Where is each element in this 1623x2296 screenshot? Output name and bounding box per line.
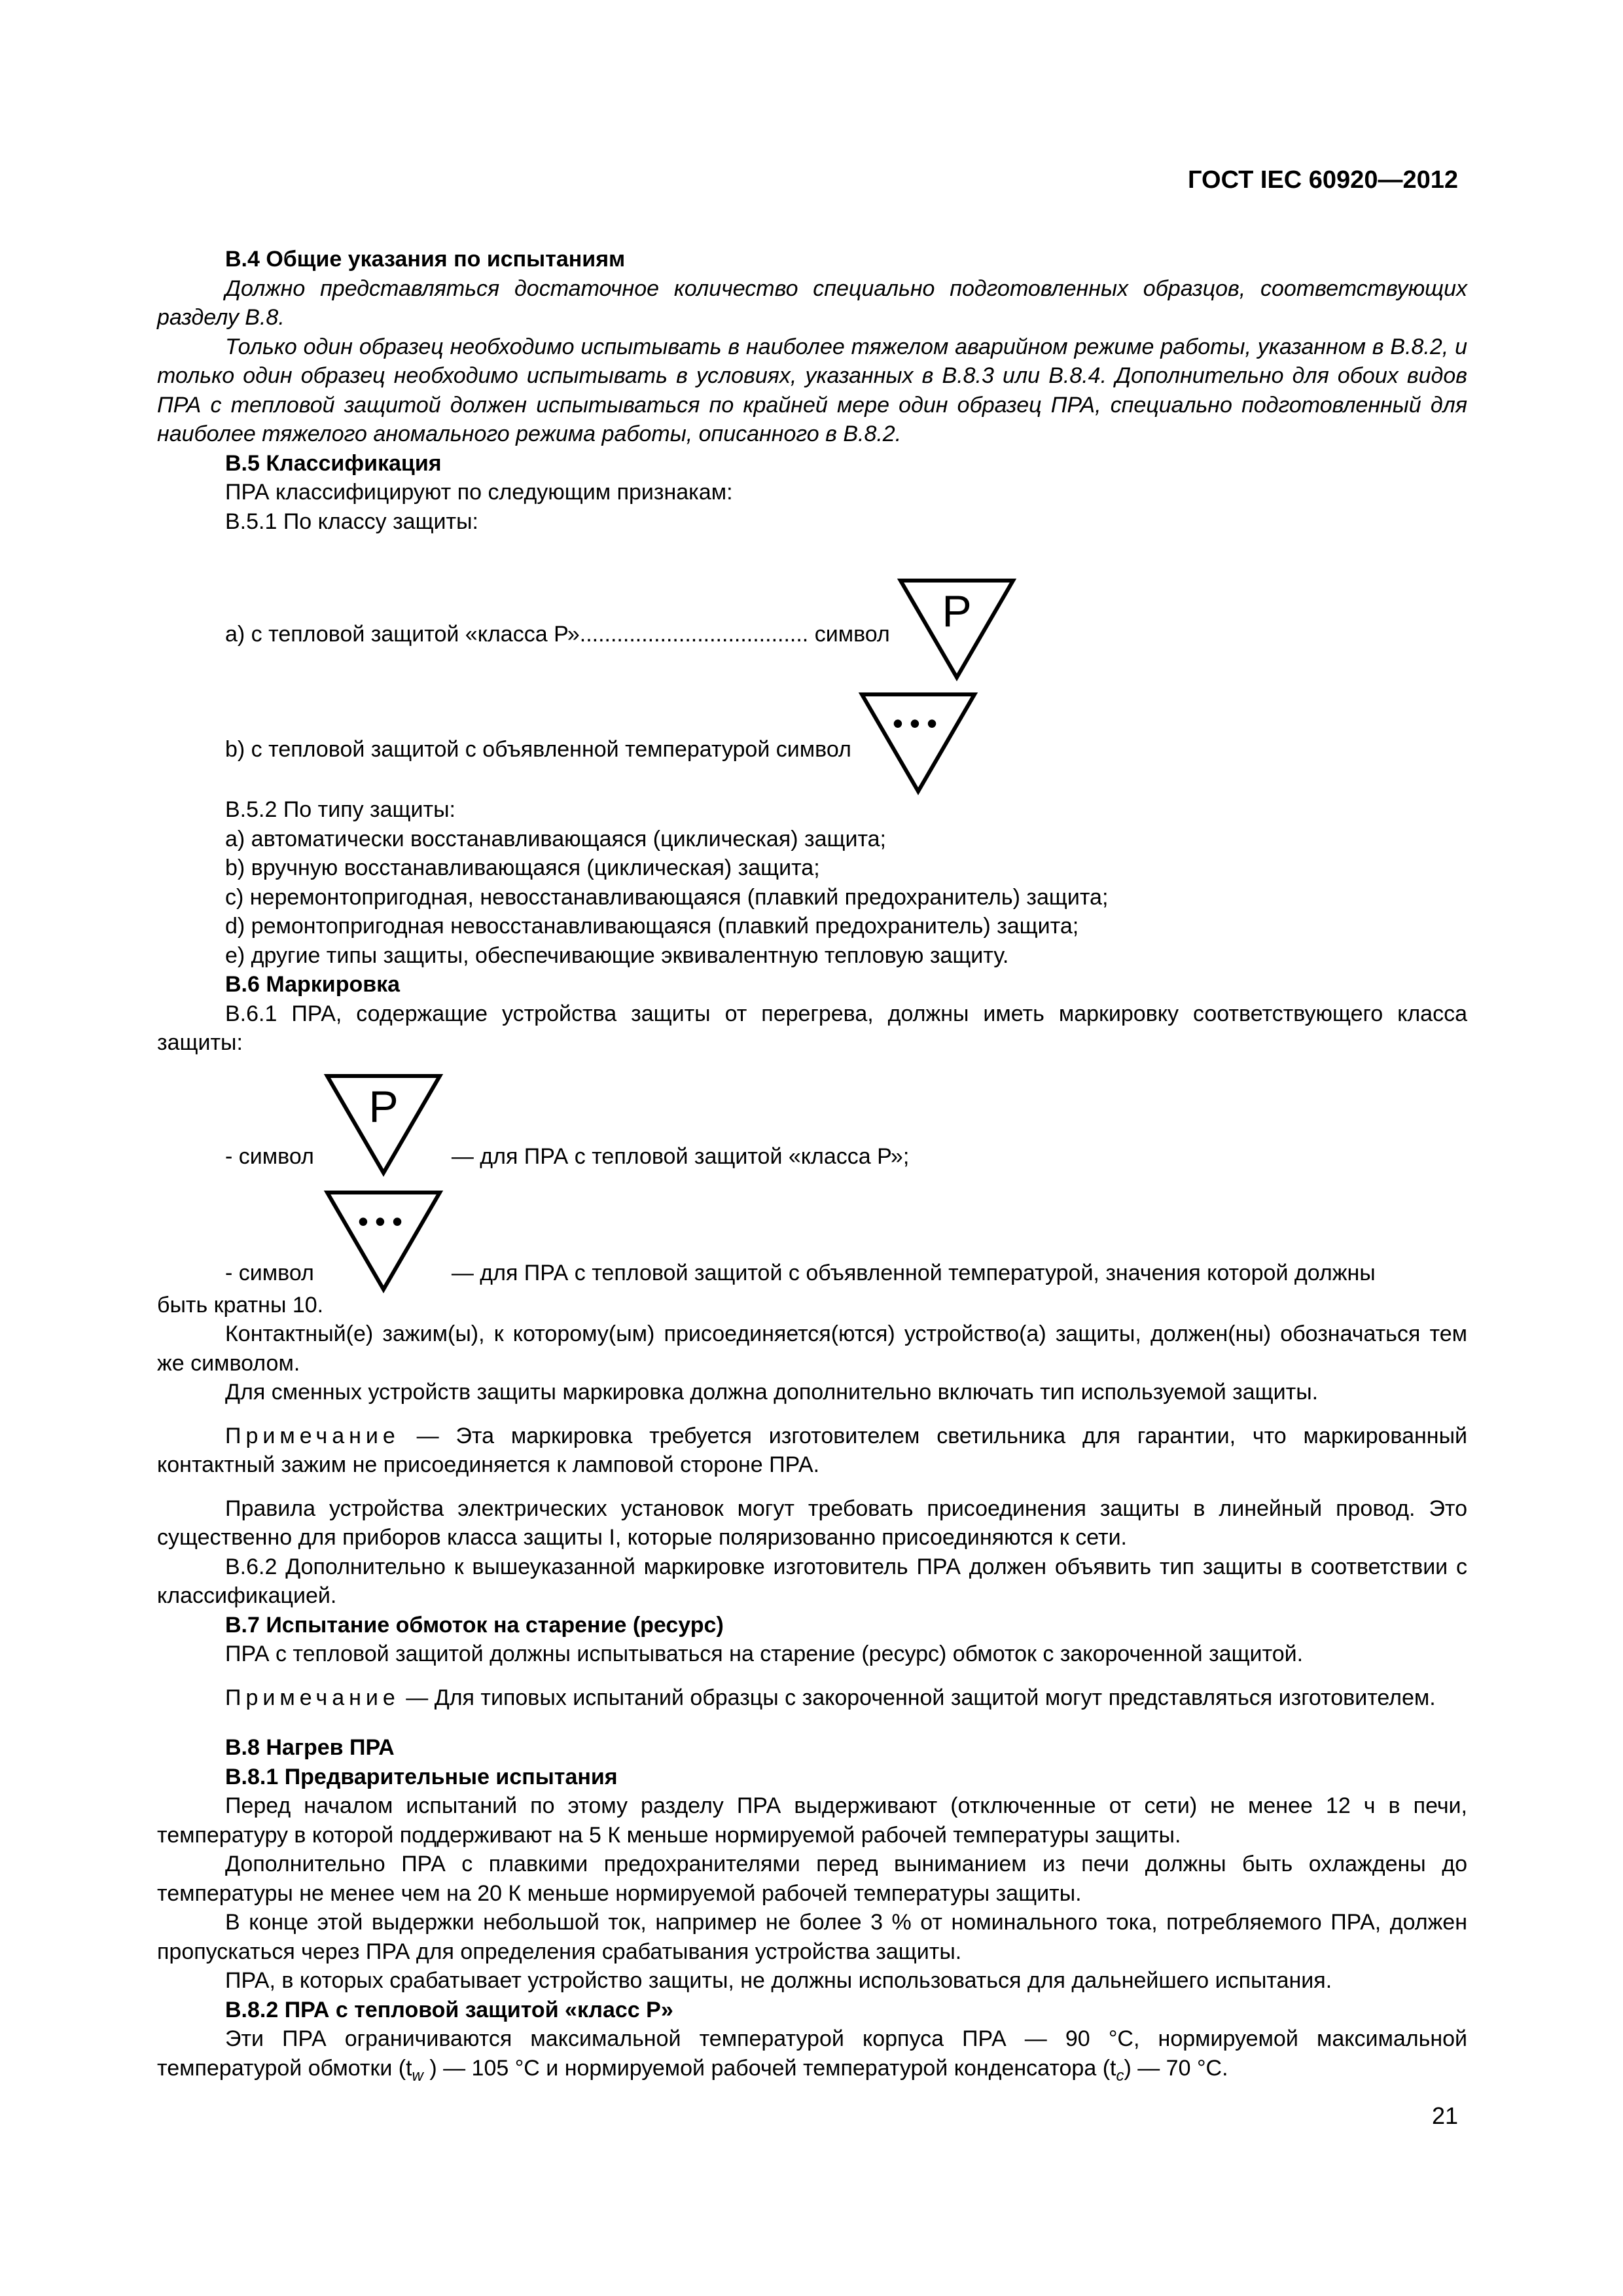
section-b81-p3: В конце этой выдержки небольшой ток, например не более 3 % от номинального тока, потребляемого ПРА, должен пропускаться через ПРА для определения срабатывания устройства защиты.	[157, 1910, 1467, 1964]
section-b82-p1	[157, 2024, 1467, 2090]
note-text: — Эта маркировка требуется изготовителем светильника для гарантии, что маркированный контактный зажим не присоединяется к ламповой стороне ПРА.	[157, 1423, 1467, 1477]
marking-temp-label: - символ	[225, 1261, 314, 1285]
section-b7-note	[157, 1683, 1467, 1713]
section-b81-title: В.8.1 Предварительные испытания	[225, 1764, 618, 1789]
class-p-row	[157, 536, 1467, 651]
page-header: ГОСТ IEC 60920—2012	[1188, 166, 1458, 194]
note-label: Примечание	[225, 1423, 400, 1448]
section-b52: В.5.2 По типу защиты:	[225, 797, 455, 822]
section-b6-p4: Правила устройства электрических установок могут требовать присоединения защиты в линейный провод. Это существенно для приборов класса защиты I, которые поляризованно присоединяются к сети.	[157, 1496, 1467, 1550]
protection-type-a: а) автоматически восстанавливающаяся (циклическая) защита;	[225, 826, 886, 852]
protection-type-d: d) ремонтопригодная невосстанавливающаяся (плавкий предохранитель) защита;	[225, 914, 1079, 939]
page-number: 21	[1431, 2102, 1458, 2129]
section-b6-p1: В.6.1 ПРА, содержащие устройства защиты от перегрева, должны иметь маркировку соответствующего класса защиты:	[157, 1001, 1467, 1055]
section-b6-p2: Контактный(е) зажим(ы), к которому(ым) присоединяется(ются) устройство(а) защиты, должен(ны) обозначаться тем же символом.	[157, 1321, 1467, 1376]
marking-p-text: — для ПРА с тепловой защитой «класса Р»;	[451, 1144, 910, 1169]
dots: •••	[892, 706, 944, 740]
section-b6-title: В.6 Маркировка	[225, 972, 401, 997]
note-label: Примечание	[225, 1685, 400, 1710]
p5-part-a: Эти ПРА ограничиваются максимальной температурой корпуса ПРА — 90 °С, нормируемой максимальной температурой обмотки (t	[157, 2026, 1467, 2081]
declared-temp-label: b) с тепловой защитой с объявленной температурой символ	[225, 736, 851, 762]
section-b6-p5: В.6.2 Дополнительно к вышеуказанной маркировке изготовитель ПРА должен объявить тип защиты в соответствии с классификацией.	[157, 1554, 1467, 1608]
section-b6-p3: Для сменных устройств защиты маркировка должна дополнительно включать тип используемой защиты.	[225, 1380, 1319, 1405]
note-text: — Для типовых испытаний образцы с закороченной защитой могут представляться изготовителем.	[399, 1685, 1436, 1710]
p-letter: P	[942, 586, 972, 636]
section-b7-title: В.7 Испытание обмоток на старение (ресурс)	[225, 1612, 724, 1638]
marking-temp-row	[157, 1174, 1467, 1291]
dots: •••	[357, 1204, 409, 1238]
class-p-label: а) с тепловой защитой «класса Р»..................................... символ	[225, 621, 890, 647]
section-b5-title: В.5 Классификация	[225, 450, 442, 476]
marking-temp-text: — для ПРА с тепловой защитой с объявленной температурой, значения которой должны	[451, 1261, 1376, 1285]
section-b82-title: В.8.2 ПРА с тепловой защитой «класс Р»	[225, 1997, 673, 2022]
section-b4-title: В.4 Общие указания по испытаниям	[225, 247, 626, 272]
section-b51: В.5.1 По классу защиты:	[225, 509, 478, 534]
p-letter: P	[368, 1081, 399, 1132]
subscript-w: w	[412, 2066, 423, 2085]
section-b7-p1: ПРА с тепловой защитой должны испытываться на старение (ресурс) обмоток с закороченной защитой.	[225, 1641, 1304, 1666]
subscript-c: c	[1116, 2066, 1124, 2085]
p5-part-c: ) — 70 °С.	[1124, 2055, 1228, 2081]
declared-temp-row	[157, 651, 1467, 766]
section-b5-intro: ПРА классифицируют по следующим признакам:	[225, 480, 733, 505]
declared-temp-triangle-symbol	[858, 691, 978, 795]
marking-p-row	[157, 1058, 1467, 1174]
section-b6-note	[157, 1422, 1467, 1480]
section-b4-p1: Должно представляться достаточное количество специально подготовленных образцов, соответствующих разделу В.8.	[157, 276, 1467, 330]
document-body	[157, 245, 1467, 2090]
protection-type-e: е) другие типы защиты, обеспечивающие эквивалентную тепловую защиту.	[225, 942, 1009, 968]
section-b81-p4: ПРА, в которых срабатывает устройство защиты, не должны использоваться для дальнейшего испытания.	[225, 1968, 1332, 1993]
protection-type-b: b) вручную восстанавливающаяся (циклическая) защита;	[225, 855, 820, 880]
section-b81-p1: Перед началом испытаний по этому разделу ПРА выдерживают (отключенные от сети) не менее 12 ч в печи, температуру в которой поддерживают на 5 К меньше нормируемой рабочей температуры защиты.	[157, 1793, 1467, 1848]
marking-temp-triangle-symbol	[323, 1189, 444, 1293]
marking-temp-cont: быть кратны 10.	[157, 1292, 324, 1318]
marking-p-triangle-symbol	[323, 1072, 444, 1177]
p5-part-b: ) — 105 °С и нормируемой рабочей температурой конденсатора (t	[423, 2055, 1116, 2081]
section-b8-title: В.8 Нагрев ПРА	[225, 1735, 395, 1760]
section-b4-p2: Только один образец необходимо испытывать в наиболее тяжелом аварийном режиме работы, указанном в В.8.2, и только один образец необходимо испытывать в условиях, указанных в В.8.3 или В.8.4. Дополнительно для обоих видов ПРА с тепловой защитой должен испытываться по крайней мере один образец ПРА, специально подготовленный для наиболее тяжелого аномального режима работы, описанного в В.8.2.	[157, 334, 1467, 446]
protection-type-c: c) неремонтопригодная, невосстанавливающаяся (плавкий предохранитель) защита;	[225, 884, 1109, 910]
marking-p-label: - символ	[225, 1144, 314, 1169]
section-b81-p2: Дополнительно ПРА с плавкими предохранителями перед выниманием из печи должны быть охлаждены до температуры не менее чем на 20 К меньше нормируемой рабочей температуры защиты.	[157, 1852, 1467, 1906]
